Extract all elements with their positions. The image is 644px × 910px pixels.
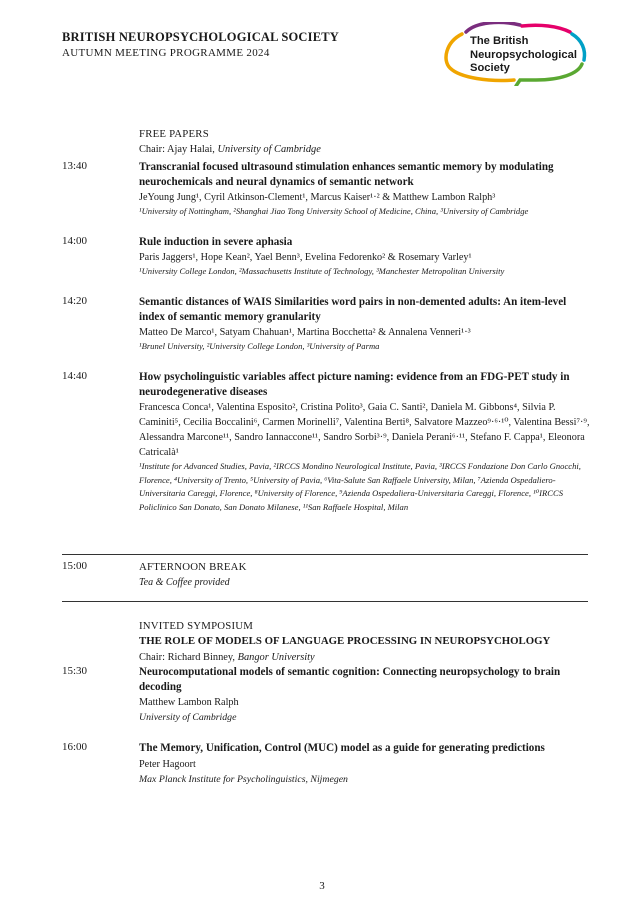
logo-line-2: Neuropsychological [470, 48, 577, 61]
talk-time: 16:00 [62, 741, 88, 754]
talk-title: Transcranial focused ultrasound stimulation enhances semantic memory by modulating neurochemicals and neural dynamics of semantic network [139, 160, 554, 189]
talk-title: Rule induction in severe aphasia [139, 235, 293, 248]
logo-line-1: The British [470, 35, 529, 47]
talk-time: 14:00 [62, 234, 88, 247]
talk-title: Semantic distances of WAIS Similarities word pairs in non-demented adults: An item-level index of semantic memory granularity [139, 295, 567, 323]
free-papers-label: FREE PAPERS [139, 128, 209, 140]
talk-time: 15:30 [62, 665, 88, 678]
talk-affiliations: ¹University College London, ²Massachusetts Institute of Technology, ³Manchester Metropolitan University [139, 266, 505, 277]
symposium-title: THE ROLE OF MODELS OF LANGUAGE PROCESSING IN NEUROPSYCHOLOGY [139, 635, 551, 648]
symposium-section [62, 619, 590, 787]
talk-affiliation: Max Planck Institute for Psycholinguistics, Nijmegen [139, 773, 348, 785]
logo-wordmark [470, 35, 577, 76]
talk-title: Neurocomputational models of semantic cognition: Connecting neuropsychology to brain decoding [139, 666, 561, 694]
talk-affiliations: ¹Brunel University, ²University College London, ³University of Parma [139, 341, 380, 352]
talk-time: 14:40 [62, 369, 88, 382]
society-heading: BRITISH NEUROPSYCHOLOGICAL SOCIETY [62, 30, 340, 44]
talk-row [62, 741, 590, 786]
break-time: 15:00 [62, 560, 88, 572]
free-papers-section [62, 127, 590, 514]
talk-authors: JeYoung Jung¹, Cyril Atkinson-Clement¹, Marcus Kaiser¹·² & Matthew Lambon Ralph³ [139, 192, 496, 204]
logo-line-3: Society [470, 62, 510, 74]
talk-authors: Matteo De Marco¹, Satyam Chahuan¹, Martina Bocchetta² & Annalena Venneri¹·³ [139, 327, 471, 339]
page-number: 3 [319, 880, 325, 892]
break-note: Tea & Coffee provided [139, 577, 230, 589]
talk-authors: Francesca Conca¹, Valentina Esposito², Cristina Polito³, Gaia C. Santi², Daniela M. Gibbons⁴, Silvia P. Caminiti⁵, Cecilia Boccalini⁶, Carmen Morinelli⁷, Valentina Berti⁸, Salvatore Mazzeo⁹·⁶·¹⁰, Valentina Bessi⁷·⁹, Alessandra Marcone¹¹, Sandro Iannaccone¹¹, Sandro Sorbi³·⁹, Daniela Perani⁶·¹¹, Stefano F. Cappa¹, Eleonora Catricalà¹ [139, 402, 590, 459]
talk-row [62, 295, 590, 354]
section-divider [62, 601, 588, 602]
talk-time: 13:40 [62, 159, 88, 172]
talk-affiliations: ¹University of Nottingham, ²Shanghai Jiao Tong University School of Medicine, China, ³University of Cambridge [139, 206, 529, 217]
symposium-chair: Chair: Richard Binney, Bangor University [139, 651, 315, 663]
talk-affiliation: University of Cambridge [139, 712, 237, 724]
talk-time: 14:20 [62, 294, 88, 307]
programme-subheading: AUTUMN MEETING PROGRAMME 2024 [62, 47, 270, 59]
break-label: AFTERNOON BREAK [139, 561, 247, 573]
talk-row [62, 160, 590, 219]
break-section [62, 560, 590, 591]
talk-row [62, 370, 590, 515]
free-papers-chair: Chair: Ajay Halai, University of Cambridge [139, 144, 321, 156]
talk-speaker: Matthew Lambon Ralph [139, 697, 239, 709]
talk-speaker: Peter Hagoort [139, 758, 196, 770]
talk-row [62, 235, 590, 279]
symposium-label: INVITED SYMPOSIUM [139, 620, 254, 632]
talk-title: How psycholinguistic variables affect picture naming: evidence from an FDG-PET study in neurodegenerative diseases [139, 370, 570, 398]
talk-title: The Memory, Unification, Control (MUC) model as a guide for generating predictions [139, 742, 545, 755]
talk-authors: Paris Jaggers¹, Hope Kean², Yael Benn³, Evelina Fedorenko² & Rosemary Varley¹ [139, 252, 472, 264]
section-divider [62, 554, 588, 555]
talk-affiliations: ¹Institute for Advanced Studies, Pavia, ²IRCCS Mondino Neurological Institute, Pavia, ³IRCCS Fondazione Don Carlo Gnocchi, Florence, ⁴University of Trento, ⁵University of Pavia, ⁶Vita-Salute San Raffaele University, Milan, ⁷Azienda Ospedaliero-Universitaria Careggi, Florence, ⁸University of Florence, ⁹Azienda Ospedaliera-Universitaria Careggi, Florence, ¹⁰IRCCS Policlinico San Donato, San Donato Milanese, ¹¹San Raffaele Hospital, Milan [139, 461, 581, 512]
talk-row [62, 665, 590, 725]
